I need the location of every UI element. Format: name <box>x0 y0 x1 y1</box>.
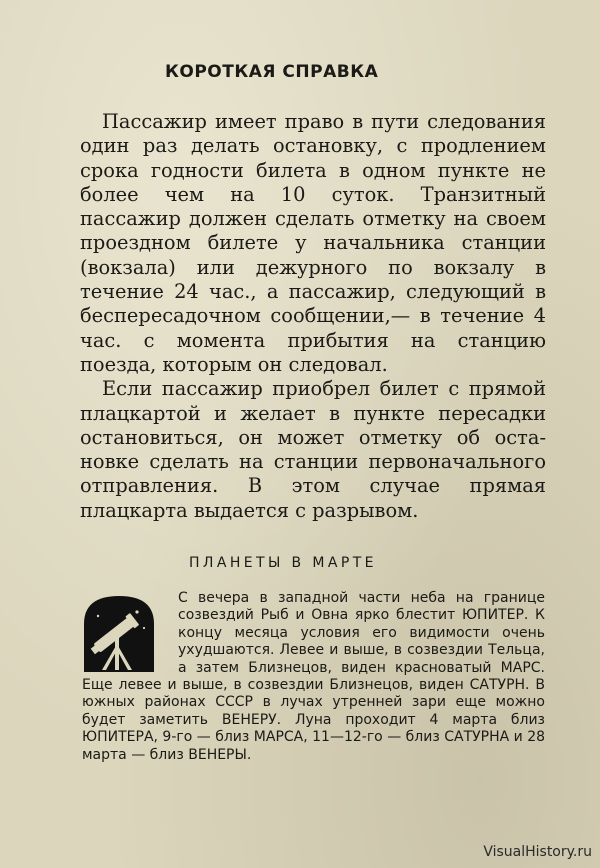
planets-title: ПЛАНЕТЫ В МАРТЕ <box>189 555 377 571</box>
main-text <box>80 110 546 523</box>
planets-paragraph: С вечера в западной части неба на границе созвездий Рыб и Овна ярко блестит ЮПИТЕР. К концу месяца условия его видимости очень ухудшаются. Левее и выше, в созвездии Тельца, а затем Близнецов, виден красноватый МАРС. Еще левее и выше, в созвездии Близнецов, виден САТУРН. В южных районах СССР в лучах утренней зари еще можно будет заметить ВЕНЕРУ. Луна проходит 4 марта близ ЮПИТЕРА, 9-го — близ МАРСА, 11—12-го — близ САТУРНА и 28 марта — близ ВЕНЕРЫ. <box>82 590 546 763</box>
icon-spacer <box>82 590 178 676</box>
planets-text <box>82 590 545 764</box>
paragraph-2: Если пассажир приобрел билет с прямой плацкартой и желает в пункте пересадки остановиться, он может отметку об остановке сделать на станции первоначального отправления. В этом случае прямая плацкарта выдается с разрывом. <box>80 377 546 522</box>
watermark: VisualHistory.ru <box>483 844 592 860</box>
paragraph-1: Пассажир имеет право в пути следования один раз делать остановку, с продлением срока годности билета в одном пункте не более чем на 10 суток. Транзитный пассажир должен сделать отметку на своем проездном билете у начальника станции (вокзала) или дежурного по вокзалу в течение 24 час., а пассажир, следующий в беспересадочном сообщении,— в течение 4 час. с момента прибытия на станцию поезда, которым он следовал. <box>80 110 546 376</box>
section-heading: КОРОТКАЯ СПРАВКА <box>165 62 379 82</box>
